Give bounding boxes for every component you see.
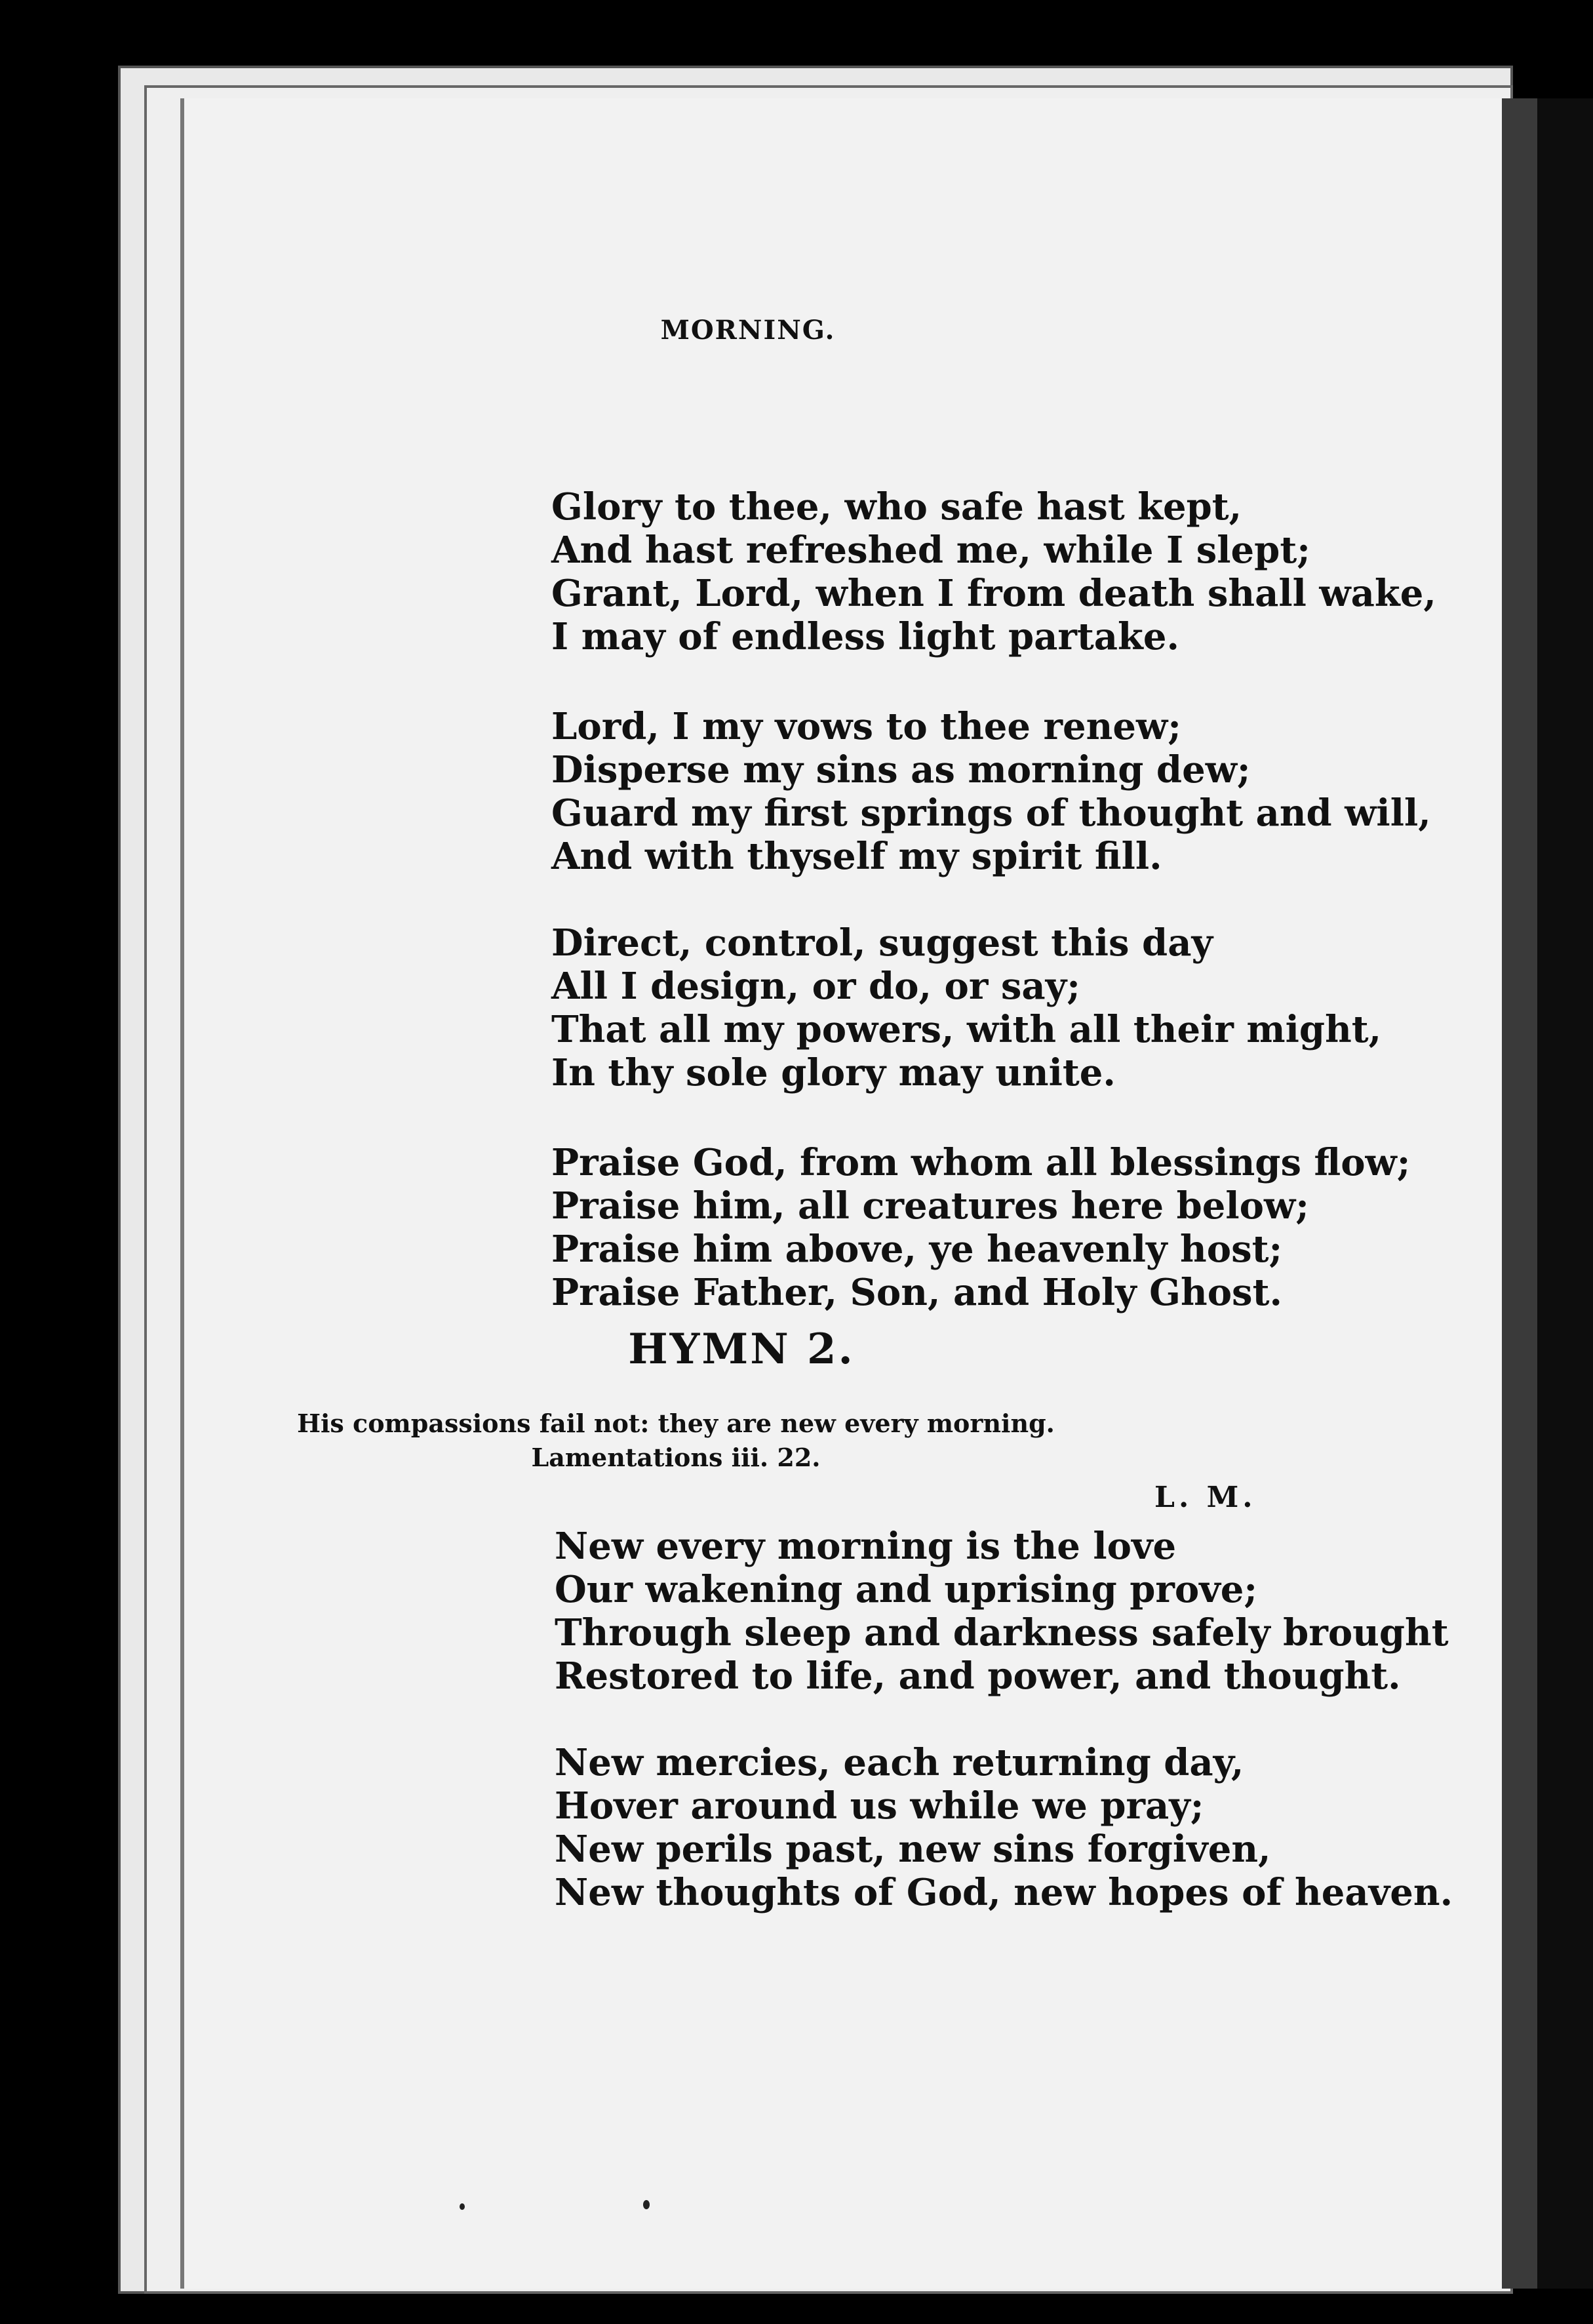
verse-line: Praise him above, ye heavenly host; (551, 1228, 1283, 1271)
verse-line: And with thyself my spirit fill. (551, 835, 1162, 878)
verse-line: Praise him, all creatures here below; (551, 1184, 1309, 1228)
verse-line: Our wakening and uprising prove; (555, 1568, 1258, 1611)
verse-line: Guard my first springs of thought and will, (551, 791, 1431, 835)
hymn-title: HYMN 2. (628, 1325, 855, 1374)
verse-line: And hast refreshed me, while I slept; (551, 529, 1310, 572)
verse-line: I may of endless light partake. (551, 615, 1179, 658)
verse-line: Disperse my sins as morning dew; (551, 748, 1251, 791)
verse-line: New perils past, new sins forgiven, (555, 1828, 1271, 1871)
verse-line: In thy sole glory may unite. (551, 1051, 1116, 1094)
stanza-morning-1 (551, 485, 1436, 658)
epigraph-text: His compassions fail not: they are new every morning. (297, 1409, 1055, 1438)
epigraph-citation: Lamentations iii. 22. (531, 1443, 821, 1472)
ink-speck (460, 2203, 465, 2210)
verse-line: New every morning is the love (555, 1525, 1177, 1568)
verse-line: Restored to life, and power, and thought. (555, 1654, 1401, 1698)
verse-line: That all my powers, with all their might, (551, 1008, 1382, 1051)
verse-line: Praise God, from whom all blessings flow; (551, 1141, 1411, 1184)
hymn-epigraph (119, 1407, 1233, 1475)
verse-line: Praise Father, Son, and Holy Ghost. (551, 1271, 1282, 1314)
stanza-hymn2-2 (555, 1741, 1453, 1914)
verse-line: Through sleep and darkness safely brought (555, 1611, 1449, 1654)
hymn-meter: L. M. (1154, 1481, 1257, 1514)
verse-line: Glory to thee, who safe hast kept, (551, 485, 1242, 529)
book-page (180, 98, 1502, 2289)
stanza-hymn2-1 (555, 1525, 1449, 1698)
verse-line: New thoughts of God, new hopes of heaven. (555, 1871, 1453, 1914)
verse-line: All I design, or do, or say; (551, 965, 1080, 1008)
stanza-morning-3 (551, 921, 1381, 1094)
stanza-morning-2 (551, 705, 1431, 878)
verse-line: Hover around us while we pray; (555, 1784, 1204, 1828)
verse-line: Grant, Lord, when I from death shall wake, (551, 572, 1436, 615)
ink-speck (643, 2200, 650, 2209)
page-gutter-shadow (1498, 98, 1537, 2289)
page-content (184, 98, 1502, 2289)
running-head: MORNING. (660, 315, 836, 346)
facing-page-edge (1537, 98, 1593, 2289)
verse-line: Direct, control, suggest this day (551, 921, 1213, 965)
verse-line: Lord, I my vows to thee renew; (551, 705, 1181, 748)
stanza-morning-4 (551, 1141, 1410, 1314)
verse-line: New mercies, each returning day, (555, 1741, 1244, 1784)
